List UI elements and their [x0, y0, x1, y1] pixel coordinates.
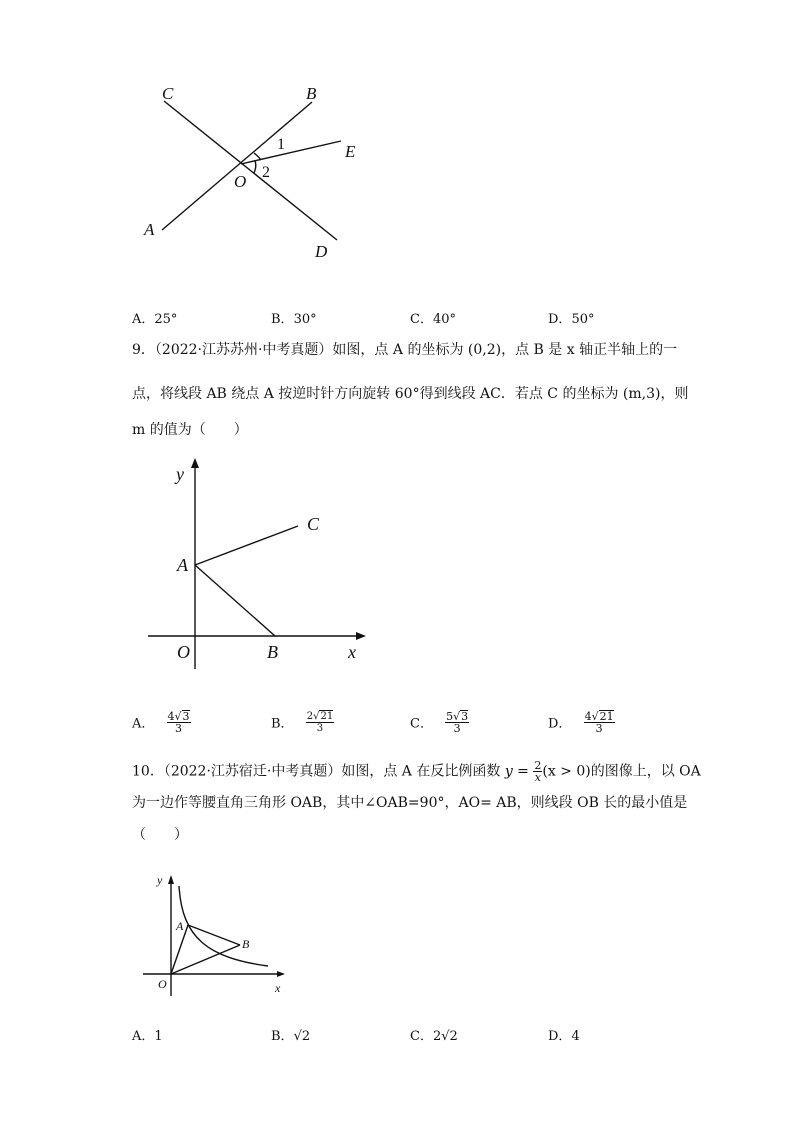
q9-option-b[interactable]: B． $\frac{2√21}{3}$: [271, 711, 334, 734]
figure-intersecting-lines: [130, 78, 370, 268]
x-axis-arrow: [356, 632, 366, 640]
label-E: E: [345, 142, 356, 161]
label-B: B: [242, 937, 250, 951]
ray-OE: [241, 141, 341, 164]
line-CD: [164, 101, 337, 240]
line-AB: [162, 102, 312, 230]
q8-option-b[interactable]: B．30°: [271, 312, 317, 327]
q9-line-1: 9．（2022·江苏苏州·中考真题）如图，点 A 的坐标为 (0,2)，点 B 是 x 轴正半轴上的一: [132, 342, 678, 358]
q10-option-b[interactable]: B．√2: [271, 1029, 311, 1044]
label-A: A: [177, 555, 188, 575]
angle-2-arc: [254, 161, 256, 173]
label-C: C: [307, 514, 320, 534]
q8-option-c[interactable]: C．40°: [410, 312, 456, 327]
label-y: y: [176, 464, 184, 484]
angle-label-1: 1: [277, 136, 285, 153]
label-y: y: [157, 873, 163, 887]
q9-options: [132, 710, 692, 744]
label-x: x: [275, 981, 281, 995]
q9-text: [132, 342, 689, 443]
q9-option-d[interactable]: D． $\frac{4√21}{3}$: [548, 710, 614, 735]
q10-option-d[interactable]: D．4: [548, 1029, 580, 1044]
q10-line-1: 10．（2022·江苏宿迁·中考真题）如图，点 A 在反比例函数 y = $\frac{2}{x}$ (x > 0)的图像上，以 OA: [132, 759, 701, 784]
q10-line-2: 为一边作等腰直角三角形 OAB，其中∠OAB=90°，AO= AB，则线段 OB 长的最小值是: [132, 795, 688, 811]
label-A: A: [144, 220, 155, 239]
label-A: A: [176, 919, 184, 933]
q10-options: [132, 1025, 692, 1043]
q10-text: [132, 759, 701, 843]
q8-options: [132, 308, 692, 327]
label-O: O: [177, 642, 190, 662]
q9-option-c[interactable]: C． $\frac{5√3}{3}$: [410, 710, 469, 735]
label-O: O: [234, 172, 247, 191]
q8-option-d[interactable]: D．50°: [548, 312, 595, 327]
y-axis-arrow: [168, 875, 174, 884]
angle-1-arc: [254, 153, 261, 160]
label-D: D: [315, 242, 328, 261]
q8-option-a[interactable]: A．25°: [132, 312, 178, 327]
figure-coordinate-rotation: [140, 455, 380, 670]
q10-option-a[interactable]: A．1: [132, 1029, 163, 1044]
segment-AB: [195, 565, 275, 636]
x-axis-arrow: [277, 971, 285, 977]
q10-line-3: （ ）: [132, 827, 188, 843]
y-axis-arrow: [191, 458, 199, 468]
figure-hyperbola-triangle: [138, 868, 298, 998]
angle-label-2: 2: [262, 164, 270, 181]
label-C: C: [162, 84, 174, 103]
segment-OB: [171, 945, 240, 974]
label-B: B: [306, 84, 317, 103]
q9-option-a[interactable]: A． $\frac{4√3}{3}$: [132, 710, 190, 735]
q10-option-c[interactable]: C．2√2: [410, 1029, 458, 1044]
label-x: x: [348, 642, 356, 662]
q9-line-2: 点，将线段 AB 绕点 A 按逆时针方向旋转 60°得到线段 AC．若点 C 的坐标为 (m,3)，则: [132, 386, 689, 402]
segment-AC: [195, 526, 298, 565]
label-O: O: [158, 977, 167, 991]
label-B: B: [267, 642, 278, 662]
q9-line-3: m 的值为（ ）: [132, 422, 248, 438]
